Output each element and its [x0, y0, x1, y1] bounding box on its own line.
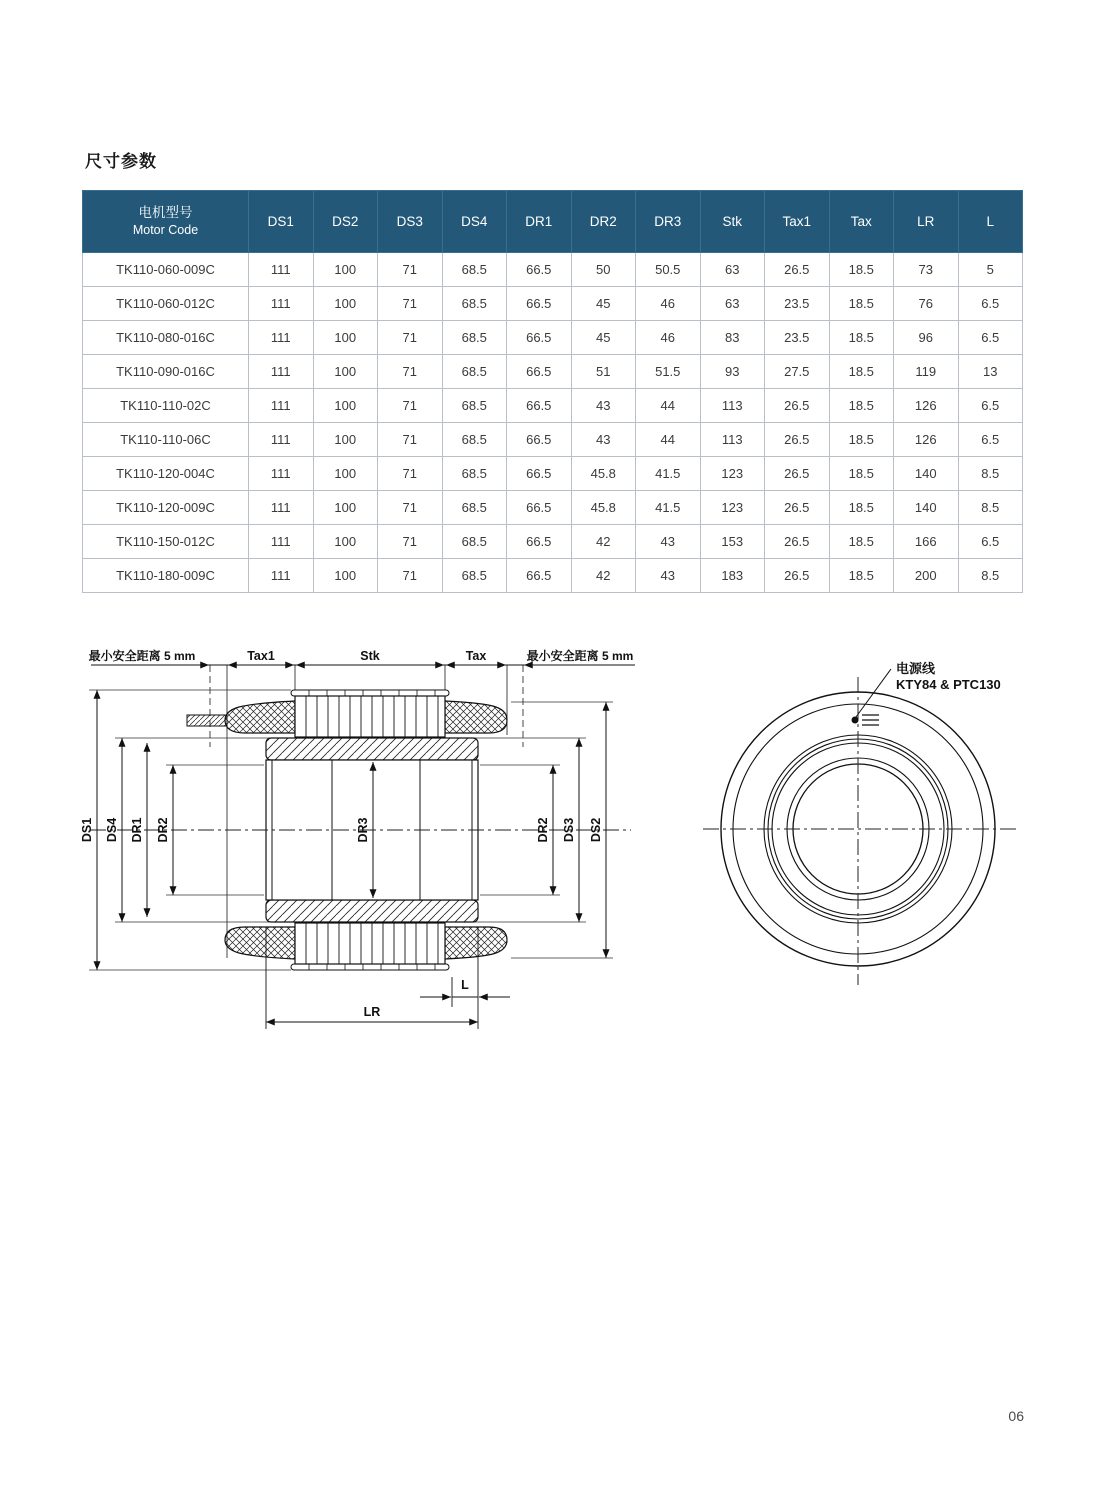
table-row	[83, 559, 1023, 593]
cell-value: 111	[249, 457, 314, 491]
cell-value: 111	[249, 559, 314, 593]
cell-value: 111	[249, 389, 314, 423]
cell-value: 8.5	[958, 491, 1023, 525]
cell-value: 200	[894, 559, 959, 593]
cell-value: 50.5	[636, 253, 701, 287]
cell-value: 66.5	[507, 253, 572, 287]
cell-motor-code: TK110-120-009C	[83, 491, 249, 525]
column-header-tax1: Tax1	[765, 191, 830, 253]
dim-label-dr3: DR3	[356, 817, 370, 843]
cell-value: 68.5	[442, 253, 507, 287]
column-header-tax: Tax	[829, 191, 894, 253]
column-header-ds1: DS1	[249, 191, 314, 253]
cell-value: 6.5	[958, 321, 1023, 355]
cell-value: 18.5	[829, 389, 894, 423]
cell-value: 63	[700, 253, 765, 287]
table-row	[83, 491, 1023, 525]
cell-value: 140	[894, 491, 959, 525]
cell-motor-code: TK110-150-012C	[83, 525, 249, 559]
cell-motor-code: TK110-110-02C	[83, 389, 249, 423]
cell-value: 71	[378, 253, 443, 287]
cell-value: 43	[571, 389, 636, 423]
table-row	[83, 389, 1023, 423]
table-row	[83, 253, 1023, 287]
dim-label-safety-right: 最小安全距离 5 mm	[526, 649, 634, 663]
cell-value: 46	[636, 287, 701, 321]
cell-value: 26.5	[765, 559, 830, 593]
motor-code-label-zh: 电机型号	[138, 205, 193, 220]
cell-value: 71	[378, 491, 443, 525]
column-header-dr2: DR2	[571, 191, 636, 253]
dim-label-dr2-right: DR2	[536, 817, 550, 843]
table-row	[83, 525, 1023, 559]
column-header-l: L	[958, 191, 1023, 253]
cell-value: 18.5	[829, 287, 894, 321]
cell-value: 111	[249, 525, 314, 559]
cell-value: 18.5	[829, 253, 894, 287]
cell-value: 23.5	[765, 321, 830, 355]
dim-label-l: L	[461, 978, 469, 992]
page-title: 尺寸参数	[85, 152, 157, 171]
cell-value: 100	[313, 525, 378, 559]
cell-value: 18.5	[829, 355, 894, 389]
cell-value: 100	[313, 253, 378, 287]
table-row	[83, 321, 1023, 355]
cell-value: 51.5	[636, 355, 701, 389]
cell-value: 68.5	[442, 355, 507, 389]
dimension-table	[82, 190, 1023, 593]
motor-section-drawing	[75, 645, 655, 1045]
cell-value: 66.5	[507, 423, 572, 457]
column-header-dr1: DR1	[507, 191, 572, 253]
dim-label-dr2-left: DR2	[156, 817, 170, 843]
cell-value: 43	[636, 525, 701, 559]
dim-label-tax1: Tax1	[247, 649, 275, 663]
cell-value: 66.5	[507, 321, 572, 355]
column-header-ds3: DS3	[378, 191, 443, 253]
cell-value: 111	[249, 321, 314, 355]
cell-value: 76	[894, 287, 959, 321]
cell-value: 100	[313, 457, 378, 491]
cell-value: 26.5	[765, 389, 830, 423]
column-header-lr: LR	[894, 191, 959, 253]
cell-value: 71	[378, 423, 443, 457]
cell-value: 18.5	[829, 491, 894, 525]
cell-value: 83	[700, 321, 765, 355]
cell-value: 111	[249, 423, 314, 457]
cell-value: 18.5	[829, 457, 894, 491]
cell-value: 71	[378, 525, 443, 559]
dim-label-ds4: DS4	[105, 817, 119, 843]
cell-value: 43	[636, 559, 701, 593]
dim-label-ds2: DS2	[589, 817, 603, 843]
cell-value: 153	[700, 525, 765, 559]
column-header-ds2: DS2	[313, 191, 378, 253]
cell-value: 71	[378, 287, 443, 321]
table-body	[83, 253, 1023, 593]
dim-label-dr1: DR1	[130, 817, 144, 843]
cell-value: 41.5	[636, 491, 701, 525]
cell-value: 96	[894, 321, 959, 355]
cell-value: 50	[571, 253, 636, 287]
power-cable	[187, 715, 227, 726]
cell-value: 45.8	[571, 491, 636, 525]
cell-value: 71	[378, 321, 443, 355]
cell-value: 66.5	[507, 389, 572, 423]
cell-value: 51	[571, 355, 636, 389]
cell-motor-code: TK110-060-012C	[83, 287, 249, 321]
cell-value: 100	[313, 287, 378, 321]
cell-value: 66.5	[507, 525, 572, 559]
cell-value: 26.5	[765, 253, 830, 287]
cell-motor-code: TK110-060-009C	[83, 253, 249, 287]
cell-value: 111	[249, 355, 314, 389]
cell-value: 45	[571, 287, 636, 321]
cell-value: 8.5	[958, 559, 1023, 593]
table-header-row	[83, 191, 1023, 253]
table-row	[83, 355, 1023, 389]
cell-value: 93	[700, 355, 765, 389]
callout-power-cable: 电源线	[896, 661, 936, 676]
cell-value: 140	[894, 457, 959, 491]
cell-motor-code: TK110-080-016C	[83, 321, 249, 355]
cell-value: 43	[571, 423, 636, 457]
dim-label-lr: LR	[363, 1005, 381, 1019]
cell-value: 73	[894, 253, 959, 287]
cell-value: 8.5	[958, 457, 1023, 491]
cell-value: 42	[571, 525, 636, 559]
cell-value: 18.5	[829, 423, 894, 457]
cell-value: 18.5	[829, 321, 894, 355]
column-header-ds4: DS4	[442, 191, 507, 253]
cell-value: 100	[313, 389, 378, 423]
cell-value: 26.5	[765, 491, 830, 525]
cell-value: 68.5	[442, 389, 507, 423]
column-header-dr3: DR3	[636, 191, 701, 253]
cell-value: 13	[958, 355, 1023, 389]
dim-label-ds1: DS1	[80, 817, 94, 843]
cell-value: 71	[378, 389, 443, 423]
cell-value: 113	[700, 389, 765, 423]
table-row	[83, 457, 1023, 491]
cell-value: 71	[378, 457, 443, 491]
cell-motor-code: TK110-110-06C	[83, 423, 249, 457]
cell-value: 113	[700, 423, 765, 457]
dim-label-safety-left: 最小安全距离 5 mm	[88, 649, 196, 663]
cell-value: 46	[636, 321, 701, 355]
cell-value: 111	[249, 287, 314, 321]
table-row	[83, 287, 1023, 321]
cell-value: 68.5	[442, 457, 507, 491]
dim-label-tax: Tax	[465, 649, 487, 663]
cell-value: 6.5	[958, 525, 1023, 559]
cell-value: 71	[378, 559, 443, 593]
cell-value: 123	[700, 491, 765, 525]
cell-value: 111	[249, 253, 314, 287]
cell-value: 6.5	[958, 423, 1023, 457]
cell-value: 111	[249, 491, 314, 525]
cell-value: 63	[700, 287, 765, 321]
cell-value: 6.5	[958, 389, 1023, 423]
cell-value: 66.5	[507, 287, 572, 321]
cell-value: 123	[700, 457, 765, 491]
cell-value: 126	[894, 389, 959, 423]
cell-value: 41.5	[636, 457, 701, 491]
cell-motor-code: TK110-090-016C	[83, 355, 249, 389]
page-number: 06	[1008, 1408, 1024, 1424]
cell-value: 71	[378, 355, 443, 389]
cell-motor-code: TK110-180-009C	[83, 559, 249, 593]
cell-value: 68.5	[442, 321, 507, 355]
cell-value: 66.5	[507, 355, 572, 389]
cell-value: 42	[571, 559, 636, 593]
column-header-motor-code	[83, 191, 249, 253]
cell-value: 100	[313, 423, 378, 457]
dim-label-ds3: DS3	[562, 817, 576, 843]
cell-motor-code: TK110-120-004C	[83, 457, 249, 491]
power-cable-terminal	[852, 669, 892, 725]
motor-front-drawing	[695, 655, 1045, 1015]
cell-value: 183	[700, 559, 765, 593]
cell-value: 66.5	[507, 491, 572, 525]
cell-value: 26.5	[765, 525, 830, 559]
cell-value: 45.8	[571, 457, 636, 491]
column-header-stk: Stk	[700, 191, 765, 253]
cell-value: 68.5	[442, 423, 507, 457]
cell-value: 5	[958, 253, 1023, 287]
cell-value: 26.5	[765, 423, 830, 457]
cell-value: 23.5	[765, 287, 830, 321]
cell-value: 166	[894, 525, 959, 559]
cell-value: 18.5	[829, 559, 894, 593]
cell-value: 66.5	[507, 457, 572, 491]
cell-value: 18.5	[829, 525, 894, 559]
cell-value: 100	[313, 321, 378, 355]
callout-sensor-type: KTY84 & PTC130	[896, 677, 1001, 692]
cell-value: 119	[894, 355, 959, 389]
motor-code-label-en: Motor Code	[132, 223, 199, 237]
cell-value: 68.5	[442, 525, 507, 559]
cell-value: 44	[636, 423, 701, 457]
cell-value: 66.5	[507, 559, 572, 593]
cell-value: 45	[571, 321, 636, 355]
cell-value: 100	[313, 355, 378, 389]
cell-value: 27.5	[765, 355, 830, 389]
cell-value: 68.5	[442, 559, 507, 593]
table-row	[83, 423, 1023, 457]
cell-value: 44	[636, 389, 701, 423]
cell-value: 26.5	[765, 457, 830, 491]
cell-value: 68.5	[442, 491, 507, 525]
cell-value: 100	[313, 559, 378, 593]
cell-value: 100	[313, 491, 378, 525]
cell-value: 126	[894, 423, 959, 457]
dim-label-stk: Stk	[360, 649, 380, 663]
cell-value: 6.5	[958, 287, 1023, 321]
cell-value: 68.5	[442, 287, 507, 321]
center-crosshair	[703, 677, 1017, 985]
